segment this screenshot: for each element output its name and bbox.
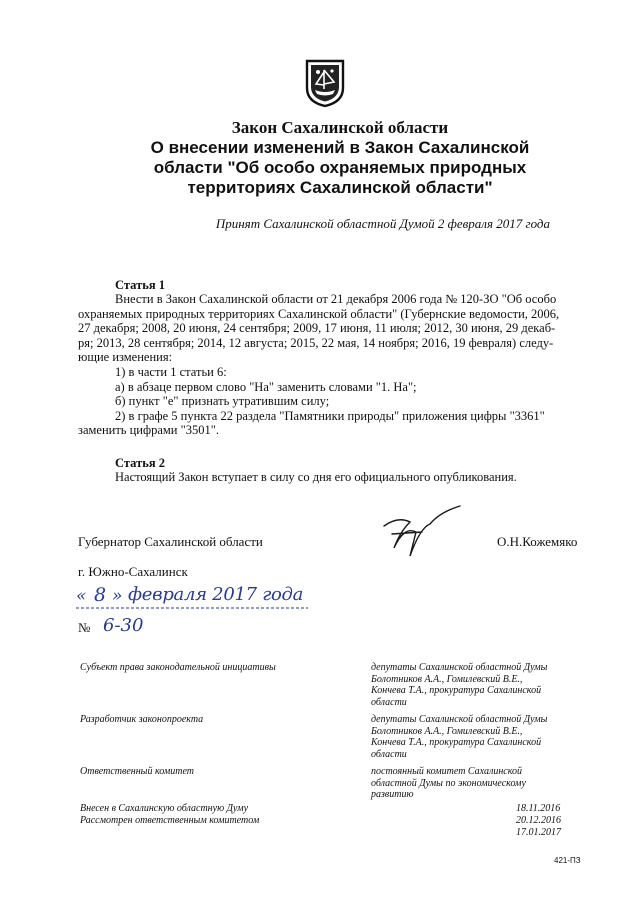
article-1-line: ющие изменения: — [78, 350, 173, 365]
law-subtitle-line: О внесении изменений в Закон Сахалинской — [150, 138, 530, 157]
info-line: постоянный комитет Сахалинской — [371, 766, 523, 777]
article-1-body — [78, 292, 578, 438]
info-line: Болотников А.А., Гомилевский В.Е., — [371, 725, 523, 737]
article-1-line: Внести в Закон Сахалинской области от 21 декабря 2006 года № 120-ЗО "Об особо — [115, 292, 557, 306]
article-2-heading: Статья 2 — [115, 456, 165, 470]
number-label: № — [78, 620, 91, 635]
info-line: области — [371, 696, 407, 708]
article-1-line: 27 декабря; 2008, 20 июня, 24 сентября; 2009, 17 июня, 11 июля; 2012, 30 июня, 29 декаб- — [78, 321, 556, 336]
info-label-committee: Ответственный комитет — [80, 766, 194, 777]
info-label-developer: Разработчик законопроекта — [80, 714, 204, 725]
info-label-initiative: Субъект права законодательной инициативы — [80, 662, 276, 673]
date-month-year: февраля 2017 года — [128, 584, 304, 605]
info-line: областной Думы по экономическому — [371, 777, 526, 789]
info-line: Болотников А.А., Гомилевский В.Е., — [371, 673, 523, 685]
coat-of-arms-icon — [304, 58, 346, 108]
law-subtitle-line: территориях Сахалинской области" — [187, 178, 493, 197]
article-1-item: 1) в части 1 статьи 6: — [115, 364, 227, 379]
document-code: 421-ПЗ — [554, 856, 581, 865]
info-date-submitted: 18.11.2016 — [516, 803, 561, 814]
date-quote-close: » — [112, 586, 123, 606]
info-line: Кончева Т.А., прокуратура Сахалинской — [371, 685, 542, 697]
date-day: 8 — [94, 584, 107, 606]
signing-date — [76, 586, 308, 612]
law-number: 6-30 — [103, 615, 144, 636]
info-date-third: 17.01.2017 — [516, 827, 561, 838]
info-line: депутаты Сахалинской областной Думы — [371, 662, 548, 673]
governor-position: Губернатор Сахалинской области — [78, 534, 263, 549]
info-line: депутаты Сахалинской областной Думы — [371, 714, 548, 725]
law-subtitle — [90, 138, 590, 198]
info-value-committee — [371, 766, 565, 801]
article-1-item: 2) в графе 5 пункта 22 раздела "Памятники природы" приложения цифры "3361" — [115, 408, 545, 423]
governor-name: О.Н.Кожемяко — [497, 534, 578, 549]
info-line: развитию — [371, 789, 414, 801]
article-2-body — [78, 470, 578, 485]
article-1-item: б) пункт "е" признать утратившим силу; — [115, 394, 330, 409]
info-line: области — [371, 748, 407, 760]
article-1-heading: Статья 1 — [115, 278, 165, 292]
info-label-reviewed: Рассмотрен ответственным комитетом — [80, 815, 260, 826]
adoption-note: Принят Сахалинской областной Думой 2 февраля 2017 года — [215, 216, 550, 231]
info-date-reviewed: 20.12.2016 — [516, 815, 561, 826]
handwritten-signature — [370, 498, 480, 566]
article-2-text: Настоящий Закон вступает в силу со дня его официального опубликования. — [115, 470, 517, 484]
article-1-line: охраняемых природных территориях Сахалинской области" (Губернские ведомости, 2006, — [78, 306, 560, 321]
info-value-initiative — [371, 662, 565, 708]
law-title: Закон Сахалинской области — [231, 118, 449, 137]
article-1-item: заменить цифрами "3501". — [78, 423, 219, 438]
info-line: Кончева Т.А., прокуратура Сахалинской — [371, 737, 542, 749]
article-1-item: а) в абзаце первом слово "На" заменить словами "1. На"; — [115, 379, 417, 394]
info-value-developer — [371, 714, 565, 760]
place-of-signing: г. Южно-Сахалинск — [78, 564, 188, 579]
law-subtitle-line: области "Об особо охраняемых природных — [153, 158, 527, 177]
date-quote-open: « — [76, 586, 87, 606]
info-label-submitted: Внесен в Сахалинскую областную Думу — [80, 803, 249, 814]
date-underline — [76, 606, 308, 610]
article-1-line: ря; 2013, 28 сентября; 2014, 12 августа; 2015, 22 мая, 14 ноября; 2016, 19 февраля) следу- — [78, 335, 554, 350]
